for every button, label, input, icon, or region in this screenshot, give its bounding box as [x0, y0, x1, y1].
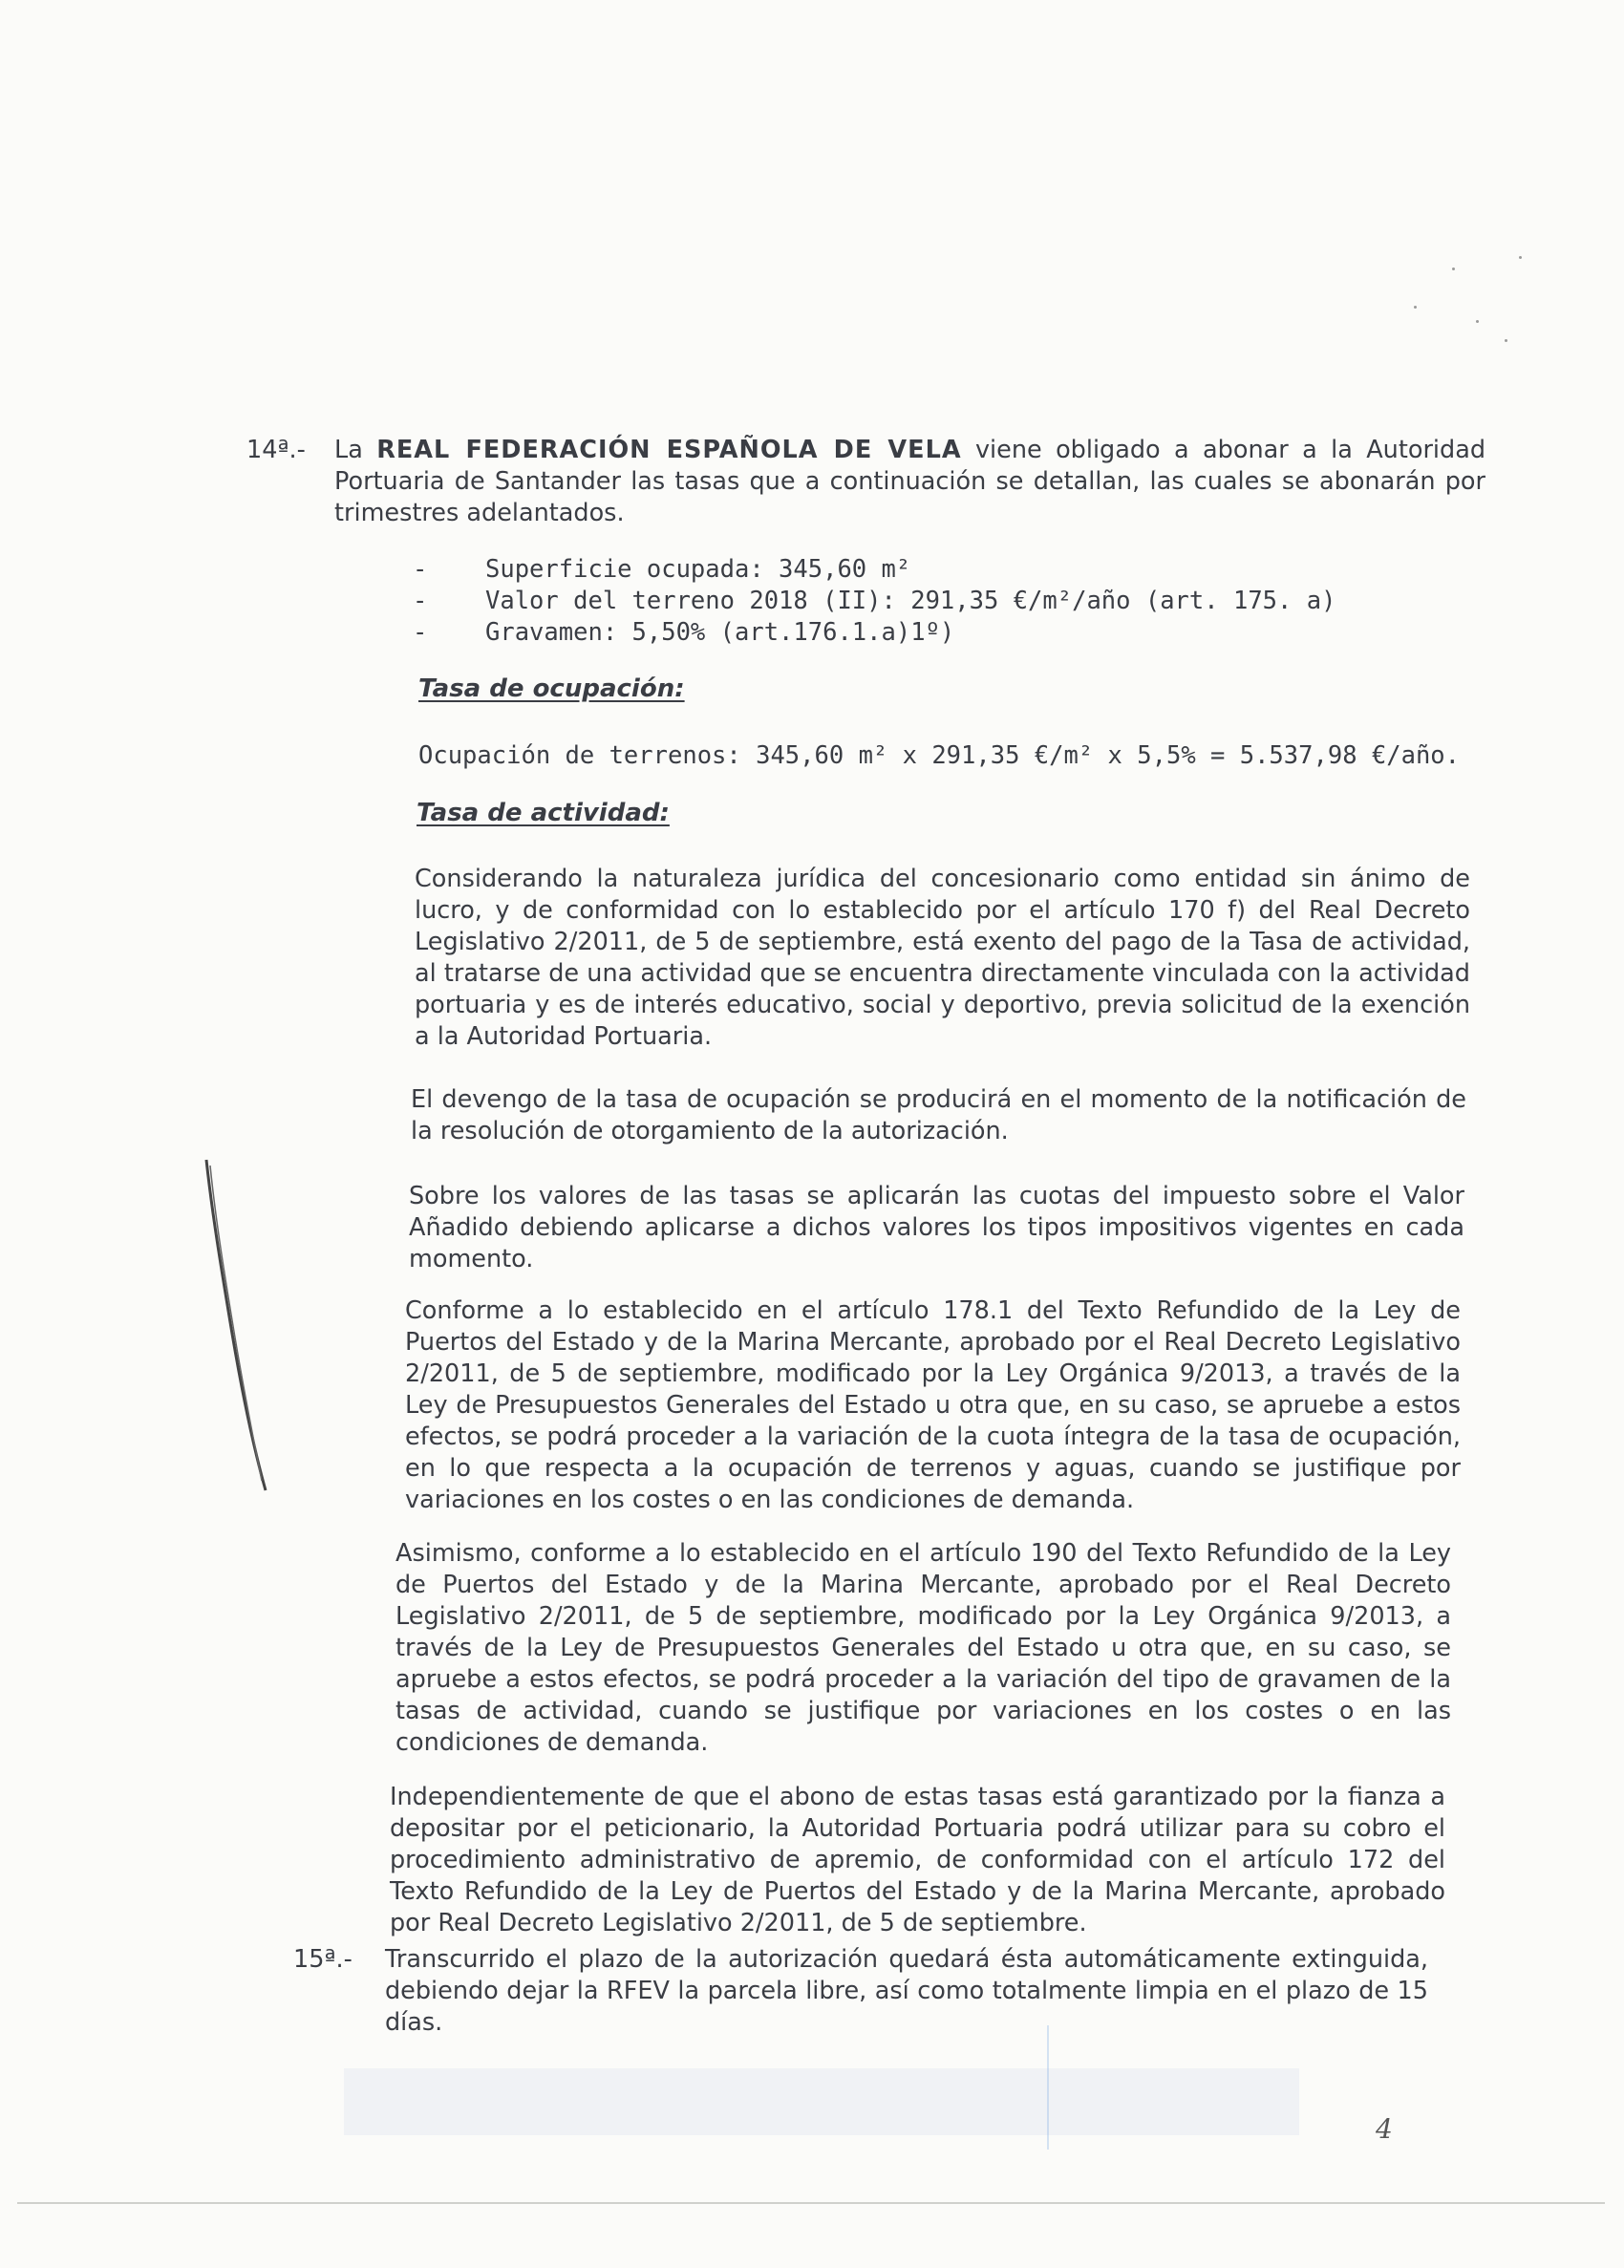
- margin-pen-mark: [203, 1156, 279, 1500]
- ocupacion-calculation: Ocupación de terrenos: 345,60 m² x 291,35 €/m² x 5,5% = 5.537,98 €/año.: [418, 741, 1461, 770]
- list-item: - Superficie ocupada: 345,60 m²: [413, 554, 1464, 586]
- clause-14-number: 14ª.-: [246, 436, 306, 464]
- paragraph-iva: Sobre los valores de las tasas se aplicarán las cuotas del impuesto sobre el Valor Añadido debiendo aplicarse a dichos valores los tipos impositivos vigentes en cada momento.: [409, 1182, 1464, 1273]
- scan-speck: [1519, 256, 1522, 259]
- page-bottom-edge: [17, 2202, 1605, 2204]
- clause-15: [293, 1944, 1428, 2039]
- list-item: - Valor del terreno 2018 (II): 291,35 €/m²/año (art. 175. a): [413, 586, 1464, 617]
- clause-15-text: Transcurrido el plazo de la autorización quedará ésta automáticamente extinguida, debiendo dejar la RFEV la parcela libre, así como totalmente limpia en el plazo de 15 días.: [385, 1945, 1428, 2037]
- clause-14-intro: [334, 435, 1485, 529]
- scan-speck: [1414, 306, 1417, 309]
- paragraph-articulo-190: Asimismo, conforme a lo establecido en el artículo 190 del Texto Refundido de la Ley de Puertos del Estado y de la Marina Mercante, aprobado por el Real Decreto Legislativo 2/2011, de 5 de septiembre, modificado por la Ley Orgánica 9/2013, a través de la Ley de Presupuestos Generales del Estado u otra que, en su caso, se apruebe a estos efectos, se podrá proceder a la variación del tipo de gravamen de la tasas de actividad, cuando se justifique por variaciones en los costes o en las condiciones de demanda.: [395, 1539, 1451, 1757]
- paragraph-exencion: Considerando la naturaleza jurídica del concesionario como entidad sin ánimo de lucro, y de conformidad con lo establecido por el artículo 170 f) del Real Decreto Legislativo 2/2011, de 5 de septiembre, está exento del pago de la Tasa de actividad, al tratarse de una actividad que se encuentra directamente vinculada con la actividad portuaria y es de interés educativo, social y deportivo, previa solicitud de la exención a la Autoridad Portuaria.: [415, 865, 1470, 1051]
- scan-speck: [1452, 267, 1455, 270]
- heading-tasa-actividad: Tasa de actividad:: [417, 799, 670, 827]
- paragraph-apremio: Independientemente de que el abono de estas tasas está garantizado por la fianza a depositar por el peticionario, la Autoridad Portuaria podrá utilizar para su cobro el procedimiento administrativo de apremio, de conformidad con el artículo 172 del Texto Refundido de la Ley de Puertos del Estado y de la Marina Mercante, aprobado por Real Decreto Legislativo 2/2011, de 5 de septiembre.: [390, 1783, 1445, 1937]
- paragraph-articulo-178: Conforme a lo establecido en el artículo 178.1 del Texto Refundido de la Ley de Puertos del Estado y de la Marina Mercante, aprobado por el Real Decreto Legislativo 2/2011, de 5 de septiembre, modificado por la Ley Orgánica 9/2013, a través de la Ley de Presupuestos Generales del Estado u otra que, en su caso, se apruebe a estos efectos, se podrá proceder a la variación de la cuota íntegra de la tasa de ocupación, en lo que respecta a la ocupación de terrenos y aguas, cuando se justifique por variaciones en los costes o en las condiciones de demanda.: [405, 1296, 1461, 1514]
- scan-artifact: [344, 2068, 1299, 2135]
- heading-tasa-ocupacion: Tasa de ocupación:: [418, 674, 685, 703]
- scan-speck: [1476, 320, 1479, 323]
- fee-parameters-list: [413, 554, 1464, 649]
- clause-14: [246, 435, 1486, 529]
- clause-14-intro-pre: La: [334, 436, 363, 464]
- list-item: - Gravamen: 5,50% (art.176.1.a)1º): [413, 617, 1464, 649]
- page-number: 4: [1376, 2113, 1393, 2145]
- clause-14-intro-post: viene obligado a abonar a la Autoridad Portuaria de Santander las tasas que a continuación se detallan, las cuales se abonarán por trimestres adelantados.: [334, 436, 1486, 527]
- clause-14-entity-name: REAL FEDERACIÓN ESPAÑOLA DE VELA: [376, 436, 962, 464]
- clause-15-number: 15ª.-: [293, 1945, 353, 1974]
- scan-speck: [1505, 339, 1507, 342]
- paragraph-devengo: El devengo de la tasa de ocupación se producirá en el momento de la notificación de la resolución de otorgamiento de la autorización.: [411, 1085, 1466, 1145]
- scan-artifact-line: [1047, 2025, 1049, 2150]
